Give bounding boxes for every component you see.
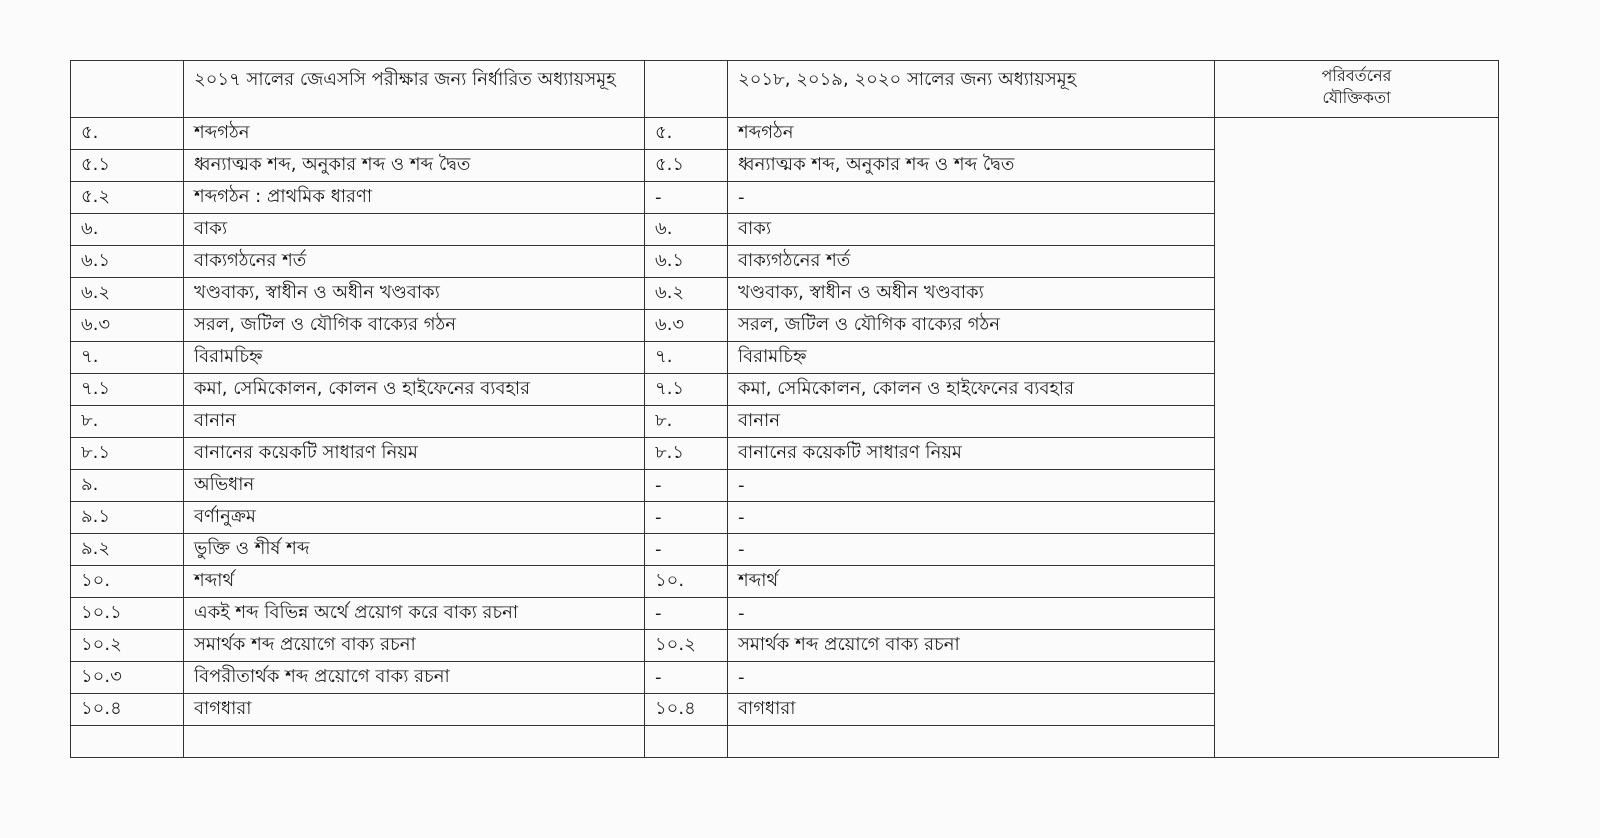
chapter-number-2017: ১০.১ xyxy=(71,598,184,630)
header-row xyxy=(71,61,1499,118)
chapter-title-2017: সরল, জটিল ও যৌগিক বাক্যের গঠন xyxy=(184,310,645,342)
chapter-number-2017: ১০.৪ xyxy=(71,694,184,726)
chapter-title-2018: - xyxy=(728,182,1215,214)
chapter-title-2017: বর্ণানুক্রম xyxy=(184,502,645,534)
chapter-number-2017: ৫.২ xyxy=(71,182,184,214)
chapter-number-2018: ৫.১ xyxy=(645,150,728,182)
chapter-title-2017: শব্দগঠন xyxy=(184,118,645,150)
rationale-line-1: পরিবর্তনের xyxy=(1321,66,1392,85)
chapter-title-2017: খণ্ডবাক্য, স্বাধীন ও অধীন খণ্ডবাক্য xyxy=(184,278,645,310)
chapter-number-2018: ১০. xyxy=(645,566,728,598)
chapter-number-2018: - xyxy=(645,662,728,694)
chapter-number-2018: ১০.৪ xyxy=(645,694,728,726)
chapter-title-2017: বানানের কয়েকটি সাধারণ নিয়ম xyxy=(184,438,645,470)
chapter-title-2017: কমা, সেমিকোলন, কোলন ও হাইফেনের ব্যবহার xyxy=(184,374,645,406)
chapter-title-2017: ভুক্তি ও শীর্ষ শব্দ xyxy=(184,534,645,566)
chapter-number-2018: ৭. xyxy=(645,342,728,374)
chapter-number-2018: - xyxy=(645,182,728,214)
chapter-number-2017: ১০.২ xyxy=(71,630,184,662)
chapter-title-2018: সরল, জটিল ও যৌগিক বাক্যের গঠন xyxy=(728,310,1215,342)
chapter-title-2017: সমার্থক শব্দ প্রয়োগে বাক্য রচনা xyxy=(184,630,645,662)
chapter-title-2018: শব্দগঠন xyxy=(728,118,1215,150)
chapter-title-2018: বাক্য xyxy=(728,214,1215,246)
chapter-number-2018: - xyxy=(645,502,728,534)
chapter-title-2017: অভিধান xyxy=(184,470,645,502)
empty-cell xyxy=(645,726,728,758)
header-number-2017 xyxy=(71,61,184,118)
chapter-number-2017: ৫. xyxy=(71,118,184,150)
chapter-title-2018: - xyxy=(728,502,1215,534)
chapter-number-2018: ৬.৩ xyxy=(645,310,728,342)
chapter-number-2017: ৬. xyxy=(71,214,184,246)
chapter-number-2017: ৬.২ xyxy=(71,278,184,310)
chapter-title-2017: বিপরীতার্থক শব্দ প্রয়োগে বাক্য রচনা xyxy=(184,662,645,694)
chapter-title-2018: বানান xyxy=(728,406,1215,438)
table-row xyxy=(71,118,1499,150)
header-number-2018 xyxy=(645,61,728,118)
chapter-number-2018: - xyxy=(645,534,728,566)
chapter-title-2018: বানানের কয়েকটি সাধারণ নিয়ম xyxy=(728,438,1215,470)
chapter-title-2018: শব্দার্থ xyxy=(728,566,1215,598)
chapter-number-2018: ৬.২ xyxy=(645,278,728,310)
chapter-number-2017: ৯. xyxy=(71,470,184,502)
chapter-title-2018: - xyxy=(728,534,1215,566)
chapter-title-2018: - xyxy=(728,598,1215,630)
chapter-title-2018: ধ্বন্যাত্মক শব্দ, অনুকার শব্দ ও শব্দ দ্বৈত xyxy=(728,150,1215,182)
chapter-comparison-table xyxy=(70,60,1499,758)
chapter-title-2017: বাক্যগঠনের শর্ত xyxy=(184,246,645,278)
chapter-title-2017: শব্দার্থ xyxy=(184,566,645,598)
chapter-title-2017: বিরামচিহ্ন xyxy=(184,342,645,374)
chapter-title-2018: বাগধারা xyxy=(728,694,1215,726)
chapter-title-2017: বানান xyxy=(184,406,645,438)
chapter-title-2018: বাক্যগঠনের শর্ত xyxy=(728,246,1215,278)
header-change-rationale xyxy=(1215,61,1499,118)
chapter-number-2017: ৮. xyxy=(71,406,184,438)
chapter-title-2018: খণ্ডবাক্য, স্বাধীন ও অধীন খণ্ডবাক্য xyxy=(728,278,1215,310)
empty-cell xyxy=(71,726,184,758)
chapter-title-2017: শব্দগঠন : প্রাথমিক ধারণা xyxy=(184,182,645,214)
chapter-number-2017: ৬.৩ xyxy=(71,310,184,342)
chapter-number-2018: ১০.২ xyxy=(645,630,728,662)
chapter-title-2017: একই শব্দ বিভিন্ন অর্থে প্রয়োগ করে বাক্য রচনা xyxy=(184,598,645,630)
chapter-number-2017: ৬.১ xyxy=(71,246,184,278)
chapter-number-2017: ৯.১ xyxy=(71,502,184,534)
chapter-number-2017: ৯.২ xyxy=(71,534,184,566)
chapter-number-2018: ৬. xyxy=(645,214,728,246)
chapter-title-2018: - xyxy=(728,470,1215,502)
chapter-number-2017: ৫.১ xyxy=(71,150,184,182)
empty-cell xyxy=(184,726,645,758)
chapter-number-2018: ৮.১ xyxy=(645,438,728,470)
empty-cell xyxy=(728,726,1215,758)
chapter-number-2017: ১০.৩ xyxy=(71,662,184,694)
chapter-title-2017: ধ্বন্যাত্মক শব্দ, অনুকার শব্দ ও শব্দ দ্বৈত xyxy=(184,150,645,182)
chapter-number-2018: ৬.১ xyxy=(645,246,728,278)
chapter-number-2018: - xyxy=(645,598,728,630)
chapter-number-2017: ১০. xyxy=(71,566,184,598)
chapter-title-2018: বিরামচিহ্ন xyxy=(728,342,1215,374)
chapter-title-2018: সমার্থক শব্দ প্রয়োগে বাক্য রচনা xyxy=(728,630,1215,662)
chapter-title-2017: বাগধারা xyxy=(184,694,645,726)
chapter-number-2018: ৫. xyxy=(645,118,728,150)
chapter-title-2017: বাক্য xyxy=(184,214,645,246)
chapter-number-2017: ৭.১ xyxy=(71,374,184,406)
header-chapters-2017: ২০১৭ সালের জেএসসি পরীক্ষার জন্য নির্ধারিত অধ্যায়সমূহ xyxy=(184,61,645,118)
header-chapters-2018-2020: ২০১৮, ২০১৯, ২০২০ সালের জন্য অধ্যায়সমূহ xyxy=(728,61,1215,118)
chapter-number-2018: ৭.১ xyxy=(645,374,728,406)
chapter-number-2018: - xyxy=(645,470,728,502)
chapter-number-2017: ৮.১ xyxy=(71,438,184,470)
chapter-number-2018: ৮. xyxy=(645,406,728,438)
rationale-line-2: যৌক্তিকতা xyxy=(1322,88,1391,107)
chapter-number-2017: ৭. xyxy=(71,342,184,374)
chapter-title-2018: কমা, সেমিকোলন, কোলন ও হাইফেনের ব্যবহার xyxy=(728,374,1215,406)
change-rationale-cell xyxy=(1215,118,1499,758)
chapter-title-2018: - xyxy=(728,662,1215,694)
